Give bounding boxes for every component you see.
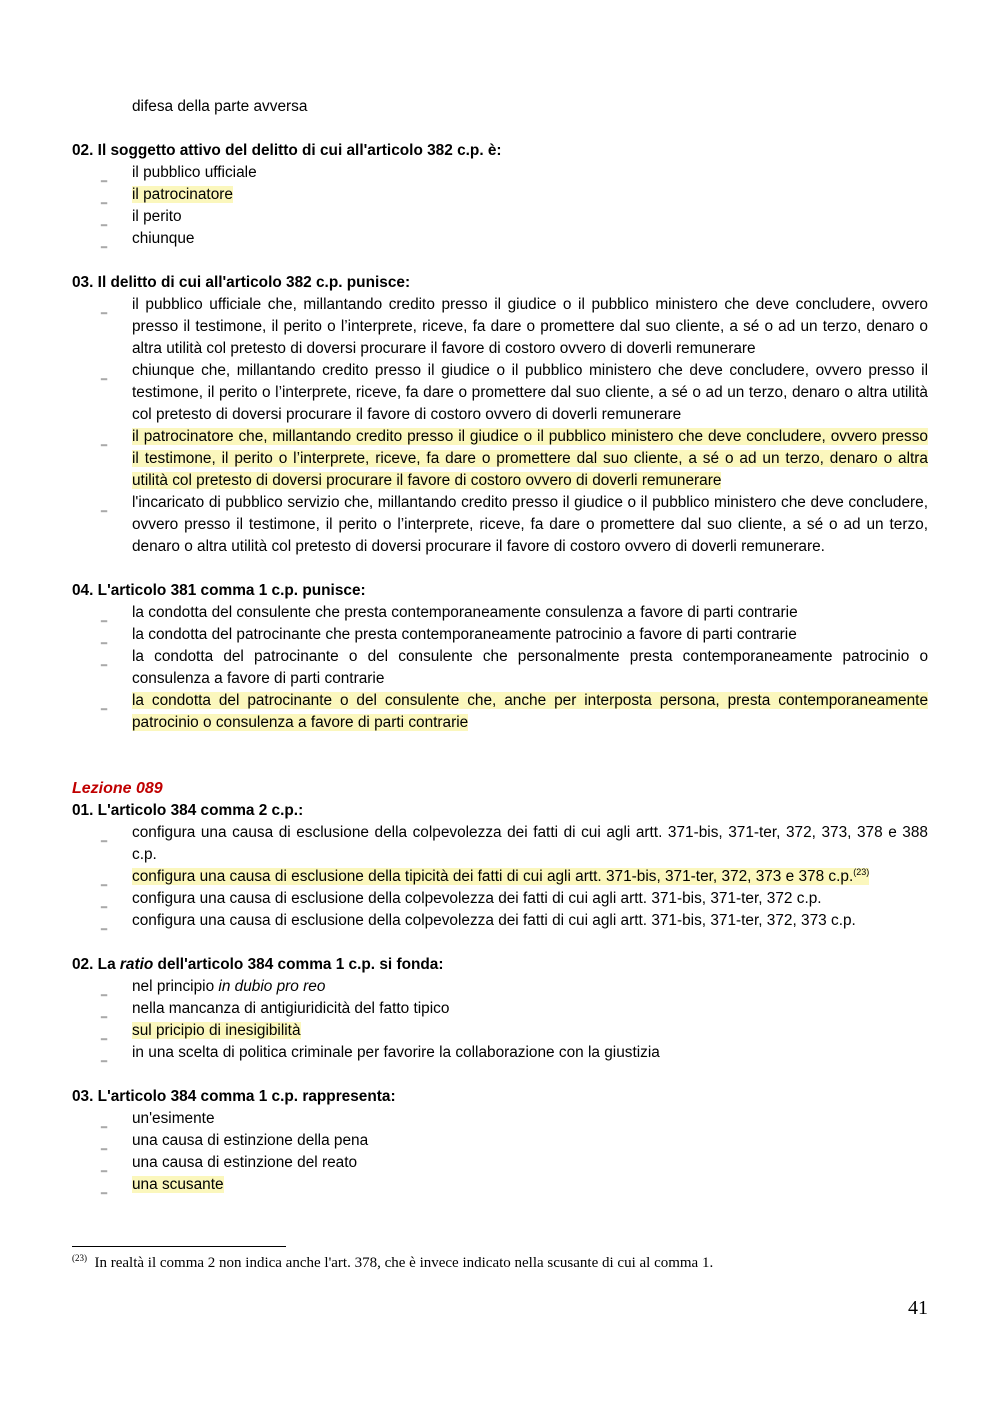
answer-option: ‗ configura una causa di esclusione della colpevolezza dei fatti di cui agli artt. 371-bis, 371-ter, 372 c.p.	[72, 888, 928, 910]
bullet-dash-icon: ‗	[101, 237, 108, 249]
question-block	[72, 800, 928, 932]
bullet-dash-icon: ‗	[101, 1117, 108, 1129]
answer-list	[72, 294, 928, 558]
bullet-dash-icon: ‗	[101, 1029, 108, 1041]
question-text: 02. La ratio dell'articolo 384 comma 1 c.p. si fonda:	[72, 956, 444, 973]
answer-option: ‗ la condotta del patrocinante che presta contemporaneamente patrocinio a favore di parti contrarie	[72, 624, 928, 646]
page-number: 41	[908, 1297, 928, 1319]
bullet-dash-icon: ‗	[101, 919, 108, 931]
footnote-divider	[72, 1246, 286, 1247]
answer-option: ‗ una causa di estinzione del reato	[72, 1152, 928, 1174]
answer-option: ‗ chiunque che, millantando credito presso il giudice o il pubblico ministero che deve concludere, ovvero presso il testimone, il perito o l’interprete, riceve, fa dare o promettere dal suo cliente, a sé o ad un terzo, denaro o altra utilità col pretesto di doversi procurare il favore di costoro ovvero di doverli remunerare	[101, 362, 928, 423]
bullet-dash-icon: ‗	[101, 1139, 108, 1151]
bullet-dash-icon: ‗	[101, 831, 108, 843]
bullet-dash-icon: ‗	[101, 215, 108, 227]
answer-option-correct: ‗ il patrocinatore che, millantando credito presso il giudice o il pubblico ministero che deve concludere, ovvero presso il testimone, il perito o l’interprete, riceve, fa dare o promettere dal suo cliente, a sé o ad un terzo, denaro o altra utilità col pretesto di doversi procurare il favore di costoro ovvero di doverli remunerare	[101, 428, 928, 489]
bullet-dash-icon: ‗	[101, 875, 108, 887]
answer-option: ‗ configura una causa di esclusione della colpevolezza dei fatti di cui agli artt. 371-bis, 371-ter, 372, 373, 378 e 388 c.p.	[101, 824, 928, 863]
answer-list	[72, 1108, 928, 1196]
question-block	[72, 954, 928, 1064]
bullet-dash-icon: ‗	[101, 369, 108, 381]
continuation-block	[72, 96, 928, 118]
bullet-dash-icon: ‗	[101, 1161, 108, 1173]
bullet-dash-icon: ‗	[101, 699, 108, 711]
bullet-dash-icon: ‗	[101, 611, 108, 623]
answer-option-correct: ‗ una scusante	[72, 1174, 928, 1196]
answer-option-correct: ‗ la condotta del patrocinante o del consulente che, anche per interposta persona, presta contemporaneamente patrocinio o consulenza a favore di parti contrarie	[101, 692, 928, 731]
footnote	[72, 1253, 713, 1273]
question-text: 03. Il delitto di cui all'articolo 382 c.p. punisce:	[72, 274, 411, 291]
bullet-dash-icon: ‗	[101, 171, 108, 183]
bullet-dash-icon: ‗	[101, 633, 108, 645]
bullet-dash-icon: ‗	[101, 193, 108, 205]
bullet-dash-icon: ‗	[101, 303, 108, 315]
answer-option: ‗ il perito	[72, 206, 928, 228]
answer-list	[72, 162, 928, 250]
answer-option: ‗ una causa di estinzione della pena	[72, 1130, 928, 1152]
question-block	[72, 140, 928, 250]
bullet-dash-icon: ‗	[101, 897, 108, 909]
footnote-reference: (23)	[853, 866, 870, 877]
bullet-dash-icon: ‗	[101, 985, 108, 997]
answer-option-correct: ‗ configura una causa di esclusione della tipicità dei fatti di cui agli artt. 371-bis, 371-ter, 372, 373 e 378 c.p.$^{(23)}$	[72, 866, 928, 888]
question-text: 03. L'articolo 384 comma 1 c.p. rappresenta:	[72, 1088, 396, 1105]
answer-option: ‗ il pubblico ufficiale che, millantando credito presso il giudice o il pubblico ministero che deve concludere, ovvero presso il testimone, il perito o l’interprete, riceve, fa dare o promettere dal suo cliente, a sé o ad un terzo, denaro o altra utilità col pretesto di doversi procurare il favore di costoro ovvero di doverli remunerare	[101, 296, 928, 357]
answer-option: ‗ la condotta del consulente che presta contemporaneamente consulenza a favore di parti contrarie	[72, 602, 928, 624]
answer-option: ‗ in una scelta di politica criminale per favorire la collaborazione con la giustizia	[72, 1042, 928, 1064]
bullet-dash-icon: ‗	[101, 1183, 108, 1195]
answer-option: ‗ l'incaricato di pubblico servizio che, millantando credito presso il giudice o il pubblico ministero che deve concludere, ovvero presso il testimone, il perito o l’interprete, riceve, fa dare o promettere dal suo cliente, a sé o ad un terzo, denaro o altra utilità col pretesto di doversi procurare il favore di costoro ovvero di doverli remunerare.	[101, 494, 928, 555]
footnote-text: In realtà il comma 2 non indica anche l'art. 378, che è invece indicato nella scusante di cui al comma 1.	[94, 1255, 714, 1271]
question-text: 04. L'articolo 381 comma 1 c.p. punisce:	[72, 582, 366, 599]
continuation-text: difesa della parte avversa	[132, 98, 308, 115]
answer-option-correct: ‗ sul pricipio di inesigibilità	[72, 1020, 928, 1042]
question-text: 01. L'articolo 384 comma 2 c.p.:	[72, 802, 304, 819]
answer-list	[72, 602, 928, 734]
page-content	[72, 96, 928, 1218]
answer-option: ‗ nel principio in dubio pro reo	[72, 976, 928, 998]
answer-option: ‗ un'esimente	[72, 1108, 928, 1130]
answer-option: ‗ chiunque	[72, 228, 928, 250]
bullet-dash-icon: ‗	[101, 1051, 108, 1063]
lesson-title: Lezione 089	[72, 780, 163, 797]
footnote-marker: (23)	[72, 1253, 87, 1263]
question-text: 02. Il soggetto attivo del delitto di cui all'articolo 382 c.p. è:	[72, 142, 502, 159]
answer-option: ‗ il pubblico ufficiale	[72, 162, 928, 184]
question-block	[72, 1086, 928, 1196]
answer-option: ‗ la condotta del patrocinante o del consulente che personalmente presta contemporaneamente patrocinio o consulenza a favore di parti contrarie	[101, 648, 928, 687]
bullet-dash-icon: ‗	[101, 435, 108, 447]
question-block	[72, 580, 928, 734]
answer-list	[72, 976, 928, 1064]
bullet-dash-icon: ‗	[101, 655, 108, 667]
answer-option: ‗ configura una causa di esclusione della colpevolezza dei fatti di cui agli artt. 371-bis, 371-ter, 372, 373 c.p.	[72, 910, 928, 932]
bullet-dash-icon: ‗	[101, 1007, 108, 1019]
bullet-dash-icon: ‗	[101, 501, 108, 513]
answer-option: ‗ nella mancanza di antigiuridicità del fatto tipico	[72, 998, 928, 1020]
question-block	[72, 272, 928, 558]
answer-option-correct: ‗ il patrocinatore	[72, 184, 928, 206]
answer-list	[72, 822, 928, 932]
